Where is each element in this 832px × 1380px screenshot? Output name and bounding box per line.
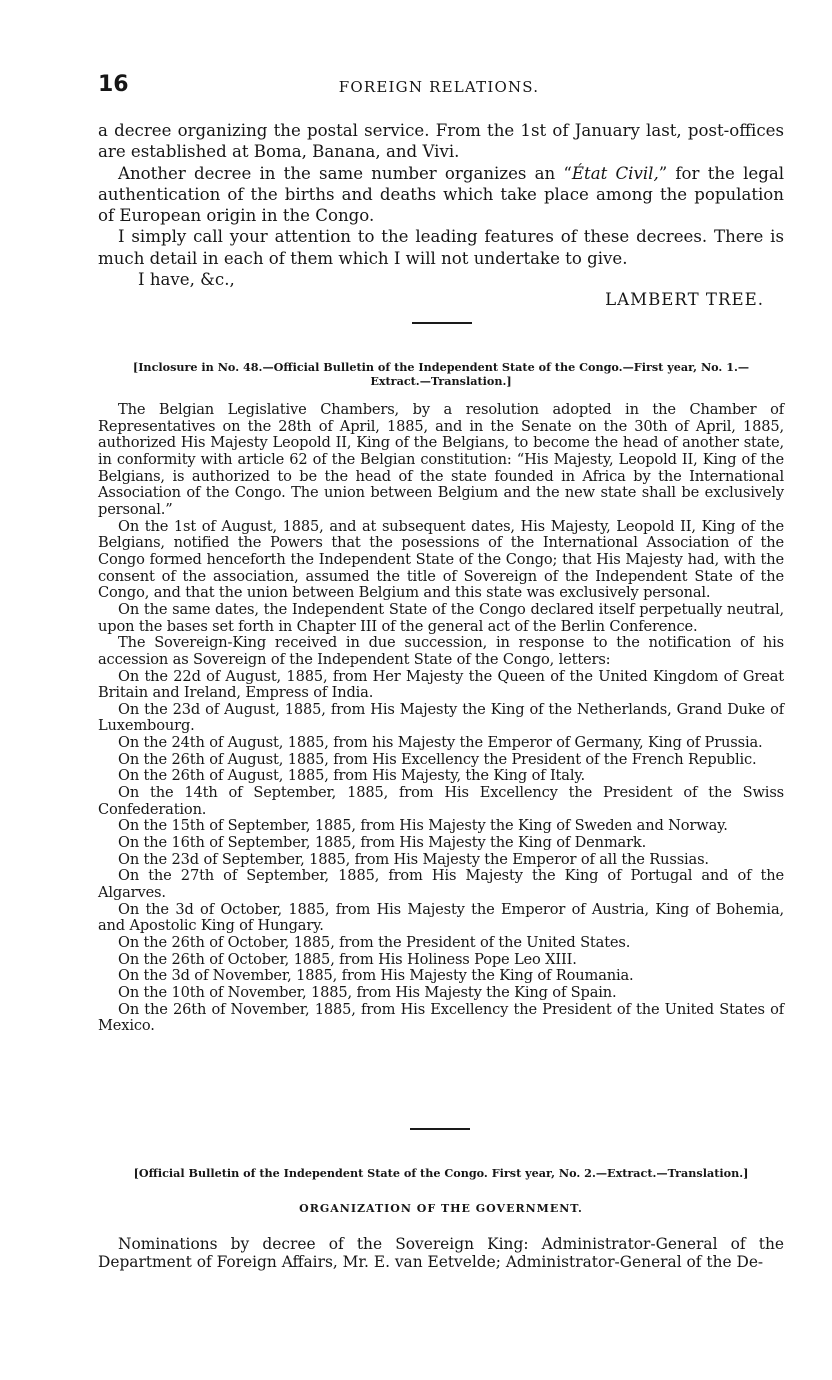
letter-list-item: On the 23d of August, 1885, from His Majesty the King of the Netherlands, Grand Duke of Luxembourg. — [98, 700, 784, 735]
inclosure-heading — [98, 360, 784, 388]
bulletin-body — [98, 402, 784, 1035]
letter-list-item: On the 26th of October, 1885, from His Holiness Pope Leo XIII. — [118, 950, 577, 968]
section-title: ORGANIZATION OF THE GOVERNMENT. — [299, 1202, 583, 1215]
government-body — [98, 1236, 784, 1272]
letter-paragraph — [98, 163, 784, 227]
section-divider — [410, 1128, 470, 1130]
letter-list-item: On the 24th of August, 1885, from his Majesty the Emperor of Germany, King of Prussia. — [118, 734, 763, 752]
government-paragraph: Nominations by decree of the Sovereign King: Administrator-General of the Department of Foreign Affairs, Mr. E. van Eetvelde; Administrator-General of the De- — [98, 1235, 784, 1271]
bulletin-heading: [Official Bulletin of the Independent State of the Congo. First year, No. 2.—Extract.—Translation.] — [133, 1166, 749, 1180]
letter-list-item: On the 26th of November, 1885, from His Excellency the President of the United States of Mexico. — [98, 1000, 784, 1035]
page-number: 16 — [98, 72, 129, 97]
letter-list-item: On the 10th of November, 1885, from His Majesty the King of Spain. — [118, 983, 617, 1001]
inclosure-heading-line: [Inclosure in No. 48.—Official Bulletin of the Independent State of the Congo.—First year, No. 1.— — [132, 360, 750, 374]
letter-list-item: On the 26th of August, 1885, from His Excellency the President of the French Republic. — [118, 750, 757, 768]
letter-list-item: On the 26th of October, 1885, from the President of the United States. — [118, 934, 631, 951]
letter-body — [98, 120, 784, 290]
letter-list-item: On the 3d of October, 1885, from His Majesty the Emperor of Austria, King of Bohemia, and Apostolic King of Hungary. — [98, 900, 784, 935]
letter-list-item: On the 26th of August, 1885, from His Majesty, the King of Italy. — [118, 767, 585, 785]
letter-list-item: On the 16th of September, 1885, from His Majesty the King of Denmark. — [118, 834, 647, 852]
running-title: FOREIGN RELATIONS. — [338, 78, 540, 96]
letter-list-item: On the 23d of September, 1885, from His Majesty the Emperor of all the Russias. — [118, 850, 709, 868]
letter-list-item: On the 14th of September, 1885, from His Excellency the President of the Swiss Confederation. — [98, 784, 784, 818]
bulletin-paragraph: On the same dates, the Independent State of the Congo declared itself perpetually neutral, upon the bases set forth in Chapter III of the general act of the Berlin Conference. — [98, 600, 784, 635]
letter-list-item: On the 3d of November, 1885, from His Majesty the King of Roumania. — [118, 967, 634, 985]
bulletin-paragraph: The Sovereign-King received in due succession, in response to the notification of his accession as Sovereign of the Independent State of the Congo, letters: — [98, 634, 784, 668]
page-header — [98, 72, 780, 108]
bulletin-paragraph: The Belgian Legislative Chambers, by a resolution adopted in the Chamber of Representatives on the 28th of April, 1885, and in the Senate on the 30th of April, 1885, authorized His Majesty Leopold II, King of the Belgians, to become the head of another state, in conformity with article 62 of the Belgian constitution: “His Majesty, Leopold II, King of the Belgians, is authorized to be the head of the state founded in Africa by the International Association of the Congo. The union between Belgium and the new state shall be exclusively personal.” — [98, 401, 784, 518]
letter-paragraph: a decree organizing the postal service. From the 1st of January last, post-offices are established at Boma, Banana, and Vivi. — [98, 121, 784, 162]
letter-list-item: On the 15th of September, 1885, from His Majesty the King of Sweden and Norway. — [118, 817, 728, 835]
signature: LAMBERT TREE. — [605, 290, 764, 309]
letter-list-item: On the 27th of September, 1885, from His Majesty the King of Portugal and of the Algarves. — [98, 867, 784, 902]
text-run: Another decree in the same number organizes an “ — [118, 163, 572, 183]
letter-closing: I have, &c., — [138, 270, 235, 290]
section-divider — [412, 322, 472, 324]
letter-paragraph: I simply call your attention to the leading features of these decrees. There is much detail in each of them which I will not undertake to give. — [98, 227, 784, 268]
text-run: ” for the legal authentication of the births and deaths which take place among the population of European origin in the Congo. — [98, 163, 785, 226]
etat-civil-term: État Civil, — [571, 163, 659, 183]
bulletin-paragraph: On the 1st of August, 1885, and at subsequent dates, His Majesty, Leopold II, King of the Belgians, notified the Powers that the posessions of the International Association of the Congo formed henceforth the Independent State of the Congo; that His Majesty had, with the consent of the association, assumed the title of Sovereign of the Independent State of the Congo, and that the union between Belgium and this state was exclusively personal. — [98, 517, 784, 602]
inclosure-heading-line: Extract.—Translation.] — [370, 374, 512, 388]
letter-list-item: On the 22d of August, 1885, from Her Majesty the Queen of the United Kingdom of Great Britain and Ireland, Empress of India. — [98, 667, 784, 702]
